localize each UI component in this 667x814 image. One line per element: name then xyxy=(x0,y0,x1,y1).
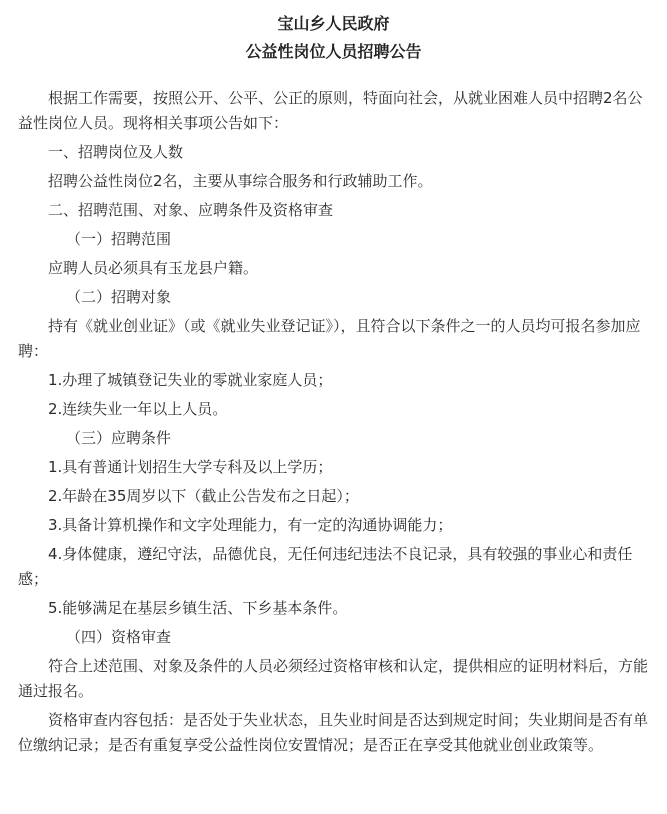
list-item: 4.身体健康，遵纪守法，品德优良，无任何违纪违法不良记录，具有较强的事业心和责任感； xyxy=(18,545,633,588)
section-heading-positions: 一、招聘岗位及人数 xyxy=(48,143,184,161)
range-paragraph: 应聘人员必须具有玉龙县户籍。 xyxy=(48,259,259,277)
subsection-heading-targets: （二）招聘对象 xyxy=(66,288,172,306)
list-item: 2.连续失业一年以上人员。 xyxy=(48,400,228,418)
subsection-heading-conditions: （三）应聘条件 xyxy=(66,429,172,447)
organization-title: 宝山乡人民政府 xyxy=(277,14,390,33)
list-item: 5.能够满足在基层乡镇生活、下乡基本条件。 xyxy=(48,599,348,617)
subsection-heading-review: （四）资格审查 xyxy=(66,628,172,646)
list-item: 1.办理了城镇登记失业的零就业家庭人员； xyxy=(48,371,333,389)
review-paragraph: 符合上述范围、对象及条件的人员必须经过资格审核和认定，提供相应的证明材料后，方能通过报名。 xyxy=(18,657,649,700)
targets-paragraph: 持有《就业创业证》（或《就业失业登记证》），且符合以下条件之一的人员均可报名参加应聘： xyxy=(18,317,641,360)
list-item: 2.年龄在35周岁以下（截止公告发布之日起）； xyxy=(48,487,359,505)
review-content-paragraph: 资格审查内容包括：是否处于失业状态，且失业时间是否达到规定时间；失业期间是否有单位缴纳记录；是否有重复享受公益性岗位安置情况；是否正在享受其他就业创业政策等。 xyxy=(18,711,649,754)
subsection-heading-range: （一）招聘范围 xyxy=(66,230,172,248)
positions-paragraph: 招聘公益性岗位2名，主要从事综合服务和行政辅助工作。 xyxy=(48,172,433,190)
list-item: 3.具备计算机操作和文字处理能力，有一定的沟通协调能力； xyxy=(48,516,453,534)
section-heading-scope: 二、招聘范围、对象、应聘条件及资格审查 xyxy=(48,201,334,219)
list-item: 1.具有普通计划招生大学专科及以上学历； xyxy=(48,458,333,476)
announcement-title: 公益性岗位人员招聘公告 xyxy=(245,42,422,61)
announcement-body xyxy=(18,86,649,758)
intro-paragraph: 根据工作需要，按照公开、公平、公正的原则，特面向社会，从就业困难人员中招聘2名公益性岗位人员。现将相关事项公告如下： xyxy=(18,89,643,132)
